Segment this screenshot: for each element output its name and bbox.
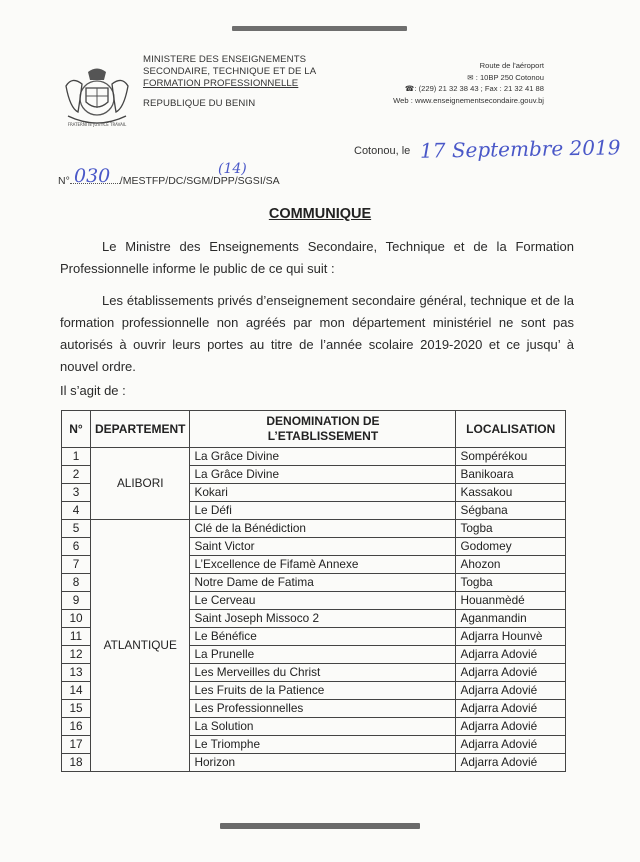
school-location: Togba (456, 574, 566, 592)
row-number: 3 (62, 484, 91, 502)
school-location: Adjarra Adovié (456, 736, 566, 754)
row-number: 10 (62, 610, 91, 628)
school-location: Aganmandin (456, 610, 566, 628)
paragraph-body: Les établissements privés d’enseignement secondaire général, technique et de la formation professionnelle non agréés par mon département ministériel ne sont pas autorisés à ouvrir leurs portes au titre de l’année scolaire 2019-2020 et ce jusqu’ à nouvel ordre. (60, 293, 574, 374)
school-name: Horizon (190, 754, 456, 772)
document-title: COMMUNIQUE (268, 206, 372, 222)
school-location: Banikoara (456, 466, 566, 484)
row-number: 12 (62, 646, 91, 664)
row-number: 16 (62, 718, 91, 736)
ministry-header (143, 54, 316, 110)
school-location: Adjarra Adovié (456, 664, 566, 682)
school-name: L’Excellence de Fifamè Annexe (190, 556, 456, 574)
row-number: 13 (62, 664, 91, 682)
table-row (62, 520, 566, 538)
po-box: ✉ : 10BP 250 Cotonou (467, 72, 544, 82)
row-number: 18 (62, 754, 91, 772)
school-name: Le Cerveau (190, 592, 456, 610)
school-location: Sompérékou (456, 448, 566, 466)
row-number: 11 (62, 628, 91, 646)
handwritten-reference-number: 030 (74, 165, 111, 187)
handwritten-date: 17 Septembre 2019 (419, 135, 621, 163)
row-number: 4 (62, 502, 91, 520)
row-number: 15 (62, 700, 91, 718)
school-name: Les Merveilles du Christ (190, 664, 456, 682)
coat-of-arms-icon (60, 64, 134, 130)
school-location: Adjarra Adovié (456, 754, 566, 772)
school-name: Le Défi (190, 502, 456, 520)
row-number: 17 (62, 736, 91, 754)
row-number: 8 (62, 574, 91, 592)
school-name: La Prunelle (190, 646, 456, 664)
scan-binding-mark-bottom (220, 823, 420, 829)
scan-binding-mark-top (232, 26, 407, 31)
table-body (62, 448, 566, 772)
department-cell: ATLANTIQUE (91, 520, 190, 772)
school-location: Adjarra Hounvè (456, 628, 566, 646)
school-name: Kokari (190, 484, 456, 502)
list-intro: Il s’agit de : (60, 383, 126, 398)
school-name: Les Fruits de la Patience (190, 682, 456, 700)
school-location: Adjarra Adovié (456, 646, 566, 664)
school-location: Kassakou (456, 484, 566, 502)
ministry-line: FORMATION PROFESSIONNELLE (143, 78, 299, 89)
row-number: 2 (62, 466, 91, 484)
school-name: Saint Joseph Missoco 2 (190, 610, 456, 628)
website-link[interactable]: Web : www.enseignementsecondaire.gouv.bj (393, 95, 544, 105)
row-number: 9 (62, 592, 91, 610)
row-number: 1 (62, 448, 91, 466)
contact-block (393, 60, 544, 106)
school-location: Ahozon (456, 556, 566, 574)
school-location: Adjarra Adovié (456, 718, 566, 736)
handwritten-annotation: (14) (218, 161, 247, 177)
school-location: Adjarra Adovié (456, 700, 566, 718)
school-name: Clé de la Bénédiction (190, 520, 456, 538)
header-number: N° (62, 411, 91, 448)
row-number: 7 (62, 556, 91, 574)
header-denomination: DENOMINATION DE L’ETABLISSEMENT (190, 411, 456, 448)
reference-code: /MESTFP/DC/SGM/DPP/SGSI/SA (119, 175, 280, 187)
row-number: 14 (62, 682, 91, 700)
header-location: LOCALISATION (456, 411, 566, 448)
table-header-row (62, 411, 566, 448)
school-name: Les Professionnelles (190, 700, 456, 718)
date-prefix: Cotonou, le (354, 145, 411, 157)
schools-table (61, 410, 566, 772)
ministry-line: SECONDAIRE, TECHNIQUE ET DE LA (143, 66, 317, 77)
row-number: 5 (62, 520, 91, 538)
header-department: DEPARTEMENT (91, 411, 190, 448)
republic-label: REPUBLIQUE DU BENIN (143, 98, 256, 109)
address: Route de l'aéroport (479, 61, 544, 70)
paragraph-intro: Le Ministre des Enseignements Secondaire, Technique et de la Formation Professionnelle informe le public de ce qui suit : (60, 239, 574, 276)
row-number: 6 (62, 538, 91, 556)
school-location: Ségbana (456, 502, 566, 520)
school-name: Saint Victor (190, 538, 456, 556)
school-name: Notre Dame de Fatima (190, 574, 456, 592)
reference-prefix: N° (58, 175, 70, 187)
school-location: Adjarra Adovié (456, 682, 566, 700)
school-name: La Solution (190, 718, 456, 736)
phone-fax: ☎: (229) 21 32 38 43 ; Fax : 21 32 41 88 (404, 84, 544, 93)
school-name: La Grâce Divine (190, 448, 456, 466)
ministry-line: MINISTERE DES ENSEIGNEMENTS (143, 54, 307, 65)
school-location: Togba (456, 520, 566, 538)
school-name: La Grâce Divine (190, 466, 456, 484)
department-cell: ALIBORI (91, 448, 190, 520)
table-row (62, 448, 566, 466)
school-location: Houanmèdé (456, 592, 566, 610)
school-location: Godomey (456, 538, 566, 556)
school-name: Le Triomphe (190, 736, 456, 754)
seal-motto: FRATERNITÉ JUSTICE TRAVAIL (67, 122, 127, 127)
school-name: Le Bénéfice (190, 628, 456, 646)
